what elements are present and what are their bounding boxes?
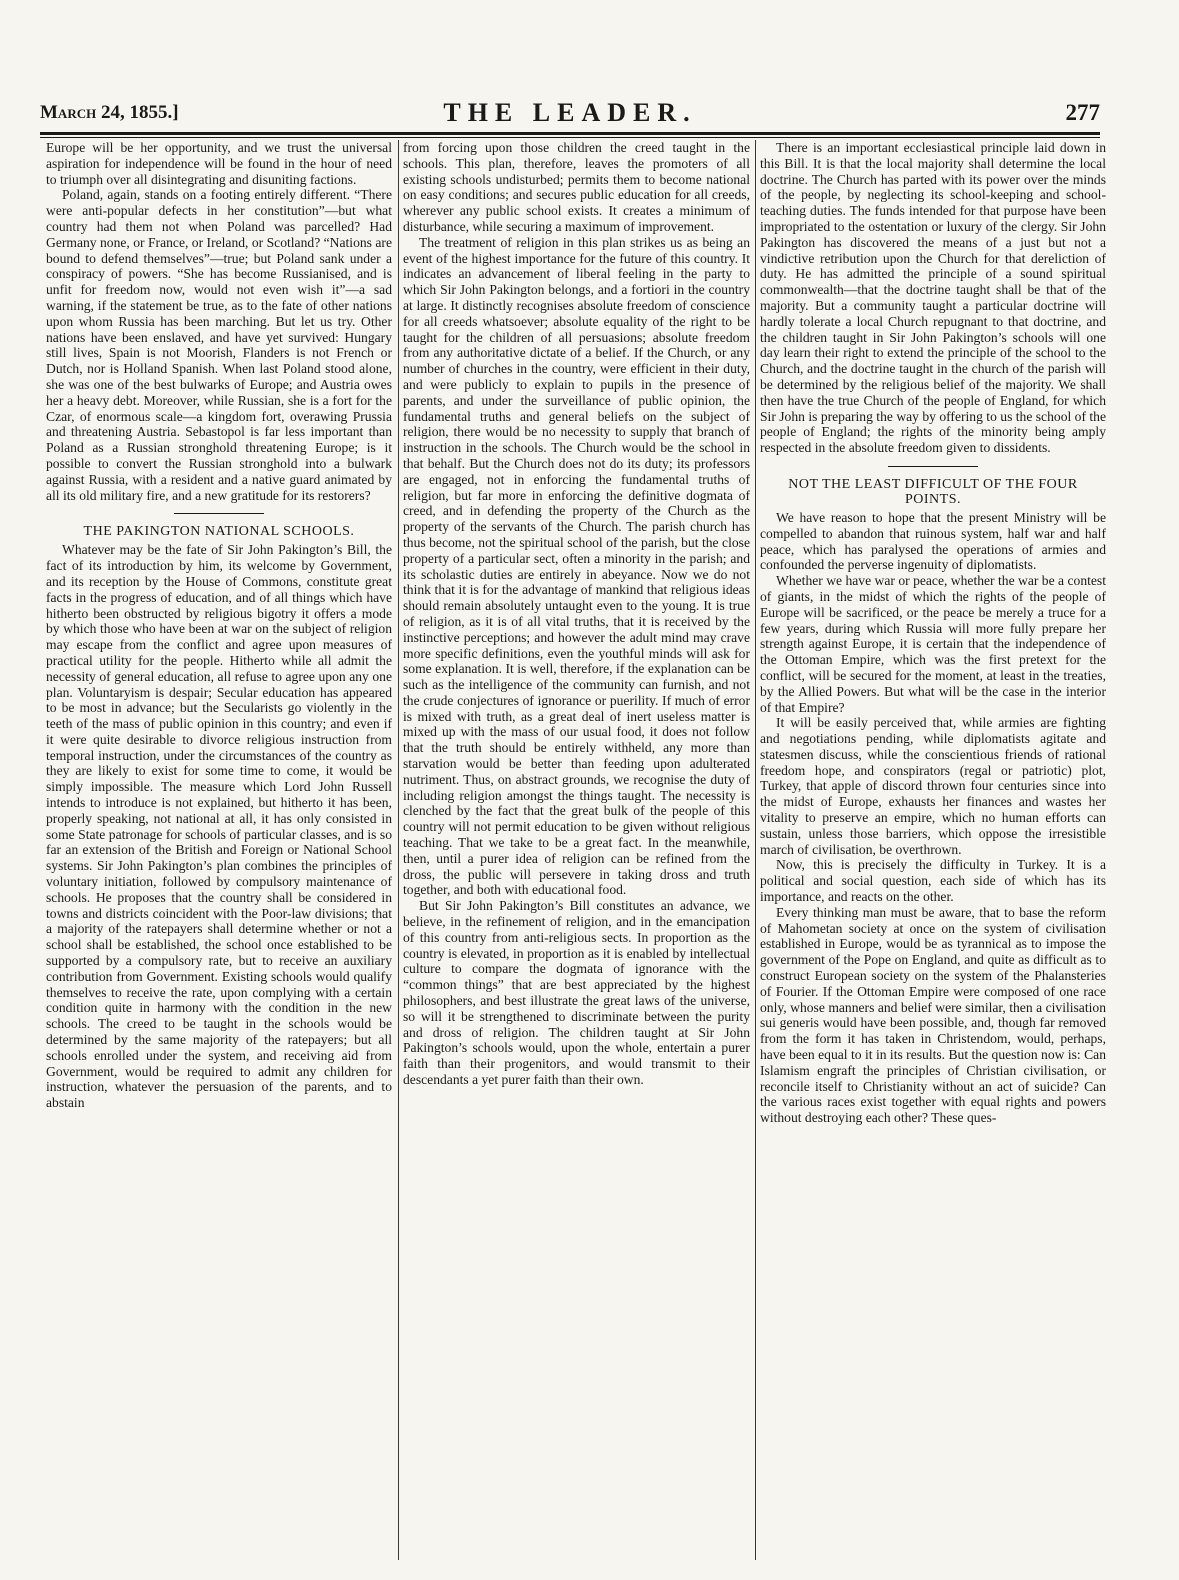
- article-separator: [888, 466, 978, 467]
- page-number: 277: [1065, 100, 1100, 125]
- paragraph: Whatever may be the fate of Sir John Pakington’s Bill, the fact of its introduction by him, its welcome by Government, and its reception by the House of Commons, constitute great facts in the progress of education, and of all things which have hitherto been obstructed by religious bigotry it offers a mode by which those who have been at war on the subject of religion may escape from the conflict and agree upon measures of practical utility for the people. Hitherto while all admit the necessity of general education, all refuse to agree upon any one plan. Voluntaryism is despair; Secular education has appeared to be most in advance; but the Secularists go violently in the teeth of the mass of public opinion in this country; and even if it were quite desirable to divorce religious instruction from temporal instruction, under the circumstances of the country as they are likely to exist for some time to come, it would be simply impossible. The measure which Lord John Russell intends to introduce is not explained, but hitherto it has been, properly speaking, not national at all, it has only consisted in some State patronage for schools of particular classes, and is so far an extension of the British and Foreign or National School systems. Sir John Pakington’s plan combines the principles of voluntary initiation, followed by compulsory maintenance of schools. He proposes that the country shall be considered in towns and districts coincident with the Poor-law divisions; that a majority of the ratepayers shall determine whether or not a school shall be established, the school once established to be supported by a compulsory rate, but to receive an auxiliary contribution from Government. Existing schools would qualify themselves to receive the rate, upon complying with a certain condition quite in harmony with the condition in the new schools. The creed to be taught in the schools would be determined by the same majority of the ratepayers; but all schools enrolled under the system, and receiving aid from Government, would be required to admit any children for instruction, whatever the persuasion of the parents, and to abstain: [46, 542, 392, 1111]
- header-rule: [40, 132, 1100, 135]
- column-divider-2: [755, 140, 756, 1560]
- paragraph: from forcing upon those children the creed taught in the schools. This plan, therefore, leaves the promoters of all existing schools undisturbed; permits them to become national on easy conditions; and secures public education for all creeds, wherever any public school exists. It creates a minimum of disturbance, while securing a maximum of improvement.: [403, 140, 750, 234]
- column-divider-1: [398, 140, 399, 1560]
- paragraph: We have reason to hope that the present Ministry will be compelled to abandon that ruinous system, half war and half peace, which has paralysed the operations of armies and confounded the perverse ingenuity of diplomatists.: [760, 509, 1106, 573]
- column-3: [760, 140, 1106, 1564]
- newspaper-title: THE LEADER.: [443, 98, 697, 127]
- paragraph: Poland, again, stands on a footing entirely different. “There were anti-popular defects in her constitution”—but what country had them not when Poland was parcelled? Had Germany none, or France, or Ireland, or Scotland? “Nations are bound to defend themselves”—true; but Poland sank under a conspiracy of powers. “She has become Russianised, and is unfit for freedom now, would not even wish it”—a sad warning, if the statement be true, as to the fate of other nations upon whom Russia has been marching. But let us try. Other nations have been enslaved, and have yet survived: Hungary still lives, Spain is not Moorish, Flanders is not French or Dutch, nor is Holland Spanish. When last Poland stood alone, she was one of the best bulwarks of Europe; and Austria owes her a heavy debt. Moreover, while Russian, she is a fort for the Czar, of enormous scale—a kingdom fort, overawing Prussia and threatening Austria. Sebastopol is far less important than Poland as a Russian stronghold threatening Europe; is it possible to convert the Russian stronghold into a bulwark against Russia, with a resident and a native guard animated by all its old military fire, and a new gratitude for its restorers?: [46, 187, 392, 503]
- paragraph: It will be easily perceived that, while armies are fighting and negotiations pending, while diplomatists agitate and statesmen discuss, while the conscientious friends of rational freedom hope, and conspirators (regal or patriotic) plot, Turkey, that apple of discord thrown four centuries since into the midst of Europe, exhausts her finances and wastes her vitality to preserve an empire, which no human efforts can sustain, unless those barriers, which oppose the irresistible march of civilisation, be overthrown.: [760, 715, 1106, 857]
- issue-date: March 24, 1855.]: [40, 102, 179, 123]
- article-heading: THE PAKINGTON NATIONAL SCHOOLS.: [83, 524, 355, 540]
- masthead: [40, 98, 1100, 128]
- paragraph: But Sir John Pakington’s Bill constitutes an advance, we believe, in the refinement of religion, and in the emancipation of this country from anti-religious sects. In proportion as the country is elevated, in proportion as it is enabled by intellectual culture to compare the dogmata of ignorance with the “common things” that are best appreciated by the highest philosophers, and best illustrate the great laws of the universe, so will it be strengthened to discriminate between the purity and dross of religion. The children taught at Sir John Pakington’s schools would, upon the whole, entertain a purer faith than their progenitors, and would transmit to their descendants a yet purer faith than their own.: [403, 898, 750, 1088]
- column-2: [403, 140, 750, 1564]
- paragraph: Every thinking man must be aware, that to base the reform of Mahometan society at once on the system of civilisation established in Europe, would be as tyrannical as to impose the government of the Pope on England, and quite as difficult as to construct European society on the system of the Phalansteries of Fourier. If the Ottoman Empire were composed of one race only, whose manners and belief were similar, then a civilisation sui generis would have been possible, and, though far removed from the form it has taken in Christendom, would, perhaps, have been equal to it in its results. But the question now is: Can Islamism engraft the principles of Christian civilisation, or reconcile itself to Christianity without an act of suicide? Can the various races exist together with equal rights and powers without destroying each other? These ques-: [760, 904, 1106, 1126]
- article-separator: [174, 513, 264, 514]
- paragraph: The treatment of religion in this plan strikes us as being an event of the highest importance for the future of this country. It indicates an advancement of liberal feeling in the party to which Sir John Pakington belongs, and a fortiori in the country at large. It distinctly recognises absolute freedom of conscience for all creeds whatsoever; absolute equality of the right to be taught for the children of all persuasions; absolute freedom from any authoritative dictate of a belief. If the Church, or any number of churches in the country, were efficient in their duty, and were publicly to explain to pupils in the presence of parents, and under the surveillance of public opinion, the fundamental truths and general beliefs on the subject of religion, there would be no necessity to supply that branch of instruction in the schools. The Church would be the school in that behalf. But the Church does not do its duty; its professors are engaged, not in enforcing the fundamental truths of religion, but far more in enforcing the definitive dogmata of creed, and in defending the property of the Church as the property of the servants of the Church. The parish church has thus become, not the spiritual school of the parish, but the close property of a particular sect, often a minority in the parish; and its scholastic duties are entirely in abeyance. Now we do not think that it is for the advantage of mankind that religious ideas should remain absolutely untaught even to the young. It is true of religion, as it is of all vital truths, that it is received by the instinctive perceptions; and however the adult mind may crave more specific definitions, even the youthful minds will ask for some explanation. It is well, therefore, if the explanation can be such as the intelligence of the community can furnish, and not the crude conjectures of ignorance or puerility. If much of error is mixed with truth, as a great deal of inert useless matter is mixed up with the mass of our usual food, it does not follow that the truth should be entirely withheld, any more than starvation would be better than feeding upon adulterated nutriment. Thus, on abstract grounds, we recognise the duty of including religion amongst the things taught. The necessity is clenched by the fact that the great bulk of the people of this country will not permit education to be given without religious teaching. That we take to be a great fact. In the meanwhile, then, until a purer idea of religion can be refined from the dross, the public will persevere in taking dross and truth together, and both with educational food.: [403, 234, 750, 898]
- paragraph: There is an important ecclesiastical principle laid down in this Bill. It is that the local majority shall determine the local doctrine. The Church has parted with its power over the minds of the people, by neglecting its school-keeping and school-teaching duties. The funds intended for that purpose have been impropriated to the ostentation or luxury of the clergy. Sir John Pakington has discovered the means of a just but not a vindictive retribution upon the Church for that dereliction of duty. He has admitted the principle of a sound spiritual commonwealth—that the doctrine taught shall be that of the majority. But a community taught a particular doctrine will hardly tolerate a local Church repugnant to that doctrine, and the children taught in Sir John Pakington’s schools will one day learn their right to extend the principle of the school to the Church, and the doctrine taught in the church of the parish will be determined by the religious belief of the majority. We shall then have the true Church of the people of England, for which Sir John is preparing the way by offering to us the school of the people of England; the rights of the minority being amply respected in the absolute freedom given to dissidents.: [760, 140, 1106, 456]
- article-heading: NOT THE LEAST DIFFICULT OF THE FOUR POINTS.: [788, 476, 1078, 507]
- paragraph: Europe will be her opportunity, and we trust the universal aspiration for independence will be found in the hour of need to triumph over all disintegrating and disuniting factions.: [46, 140, 392, 187]
- column-1: [46, 140, 392, 1564]
- header-rule-thin: [40, 137, 1100, 138]
- paragraph: Now, this is precisely the difficulty in Turkey. It is a political and social question, each side of which has its importance, and reacts on the other.: [760, 857, 1106, 905]
- paragraph: Whether we have war or peace, whether the war be a contest of giants, in the midst of which the rights of the people of Europe will be sacrificed, or the peace be merely a truce for a few years, during which Russia will more fully prepare her strength against Europe, it is certain that the independence of the Ottoman Empire, which was the first pretext for the conflict, will be secured for the moment, at least in the treaties, by the Allied Powers. But what will be the case in the interior of that Empire?: [760, 573, 1106, 715]
